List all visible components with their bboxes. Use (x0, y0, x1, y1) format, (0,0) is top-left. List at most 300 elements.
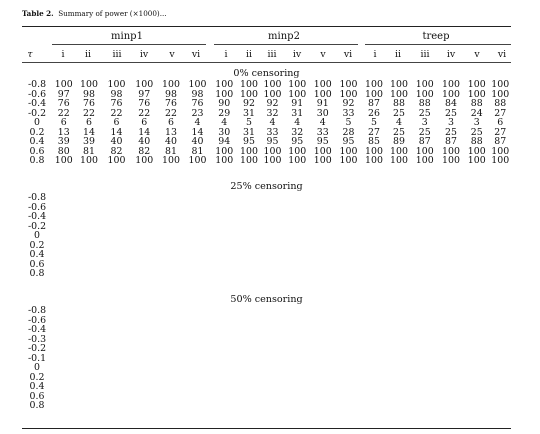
value-cell (238, 344, 261, 354)
value-cell (336, 241, 362, 251)
value-cell (310, 212, 336, 222)
value-cell (76, 382, 103, 392)
tau-cell: -0.8 (27, 79, 47, 90)
value-cell (211, 306, 238, 316)
value-cell (52, 212, 76, 222)
value-cell: 28 (342, 126, 355, 138)
value-cell: 4 (294, 117, 301, 128)
value-cell: 100 (467, 145, 486, 157)
value-cell (412, 193, 439, 203)
value-cell (438, 373, 464, 383)
value-cell (362, 401, 387, 411)
tau-cell: 0.2 (29, 371, 45, 383)
value-cell (158, 354, 184, 364)
value-cell (158, 250, 184, 260)
group-rule-treep (365, 44, 511, 45)
value-cell: 100 (240, 145, 258, 157)
value-cell (261, 250, 285, 260)
value-cell: 97 (138, 88, 151, 100)
table-caption-text: Summary of power (×1000)... (58, 9, 167, 18)
value-cell (103, 382, 131, 392)
value-cell (261, 325, 285, 335)
value-cell: 88 (470, 136, 483, 147)
value-cell (285, 335, 311, 345)
value-cell (464, 325, 490, 335)
tau-cell: -0.4 (27, 324, 47, 335)
value-cell (76, 401, 103, 411)
value-cell (412, 260, 439, 270)
value-cell: 100 (365, 88, 383, 100)
value-cell: 31 (243, 126, 255, 138)
value-cell (412, 212, 439, 222)
value-cell (464, 335, 490, 345)
column-header-minp1-6: vi (191, 49, 201, 60)
value-cell (438, 222, 464, 232)
value-cell: 91 (316, 98, 329, 109)
value-cell (238, 203, 261, 213)
value-cell (310, 269, 336, 279)
value-cell (310, 241, 336, 251)
value-cell: 22 (110, 107, 123, 119)
value-cell (336, 250, 362, 260)
value-cell (387, 222, 412, 232)
value-cell (76, 222, 103, 232)
value-cell (184, 382, 211, 392)
tau-cell: 0.2 (29, 126, 45, 138)
value-cell (184, 392, 211, 402)
tau-cell: -0.6 (27, 314, 47, 326)
tau-cell: 0 (34, 117, 40, 128)
value-cell (211, 325, 238, 335)
value-cell: 26 (368, 107, 380, 119)
value-cell: 6 (497, 117, 504, 128)
value-cell (131, 306, 159, 316)
value-cell (184, 231, 211, 241)
value-cell (211, 250, 238, 260)
table-row (22, 203, 511, 213)
value-cell (52, 335, 76, 345)
table-row (22, 260, 511, 270)
value-cell (438, 269, 464, 279)
value-cell (131, 373, 159, 383)
value-cell (362, 382, 387, 392)
value-cell (362, 325, 387, 335)
value-cell (490, 401, 512, 411)
column-header-minp1-5: v (169, 49, 175, 60)
value-cell (387, 250, 412, 260)
value-cell (103, 222, 131, 232)
value-cell (285, 344, 311, 354)
value-cell: 14 (83, 126, 95, 138)
value-cell (285, 401, 311, 411)
value-cell (310, 316, 336, 326)
group-header-treep: treep (422, 31, 450, 42)
value-cell (52, 231, 76, 241)
value-cell (490, 193, 512, 203)
column-header-treep-3: iii (420, 49, 430, 60)
value-cell (211, 260, 238, 270)
column-header-minp2-1: i (224, 49, 228, 60)
table-row (22, 382, 511, 392)
value-cell: 100 (215, 88, 234, 100)
value-cell: 100 (288, 155, 307, 166)
value-cell (261, 269, 285, 279)
value-cell (76, 335, 103, 345)
value-cell (362, 306, 387, 316)
value-cell (238, 212, 261, 222)
value-cell: 100 (313, 88, 332, 100)
value-cell (158, 193, 184, 203)
value-cell (362, 241, 387, 251)
value-cell (387, 392, 412, 402)
value-cell: 100 (415, 88, 434, 100)
value-cell: 33 (342, 107, 355, 119)
value-cell: 100 (415, 79, 434, 90)
value-cell: 92 (342, 98, 355, 109)
value-cell (362, 269, 387, 279)
value-cell: 89 (393, 136, 405, 147)
value-cell: 100 (467, 88, 486, 100)
value-cell: 13 (165, 126, 177, 138)
value-cell (336, 401, 362, 411)
value-cell (464, 203, 490, 213)
tau-cell: -0.3 (27, 333, 47, 345)
value-cell: 24 (470, 107, 483, 119)
value-cell (490, 382, 512, 392)
value-cell: 22 (83, 107, 95, 119)
value-cell: 81 (165, 145, 177, 157)
value-cell (387, 306, 412, 316)
table-row (22, 335, 511, 345)
value-cell (310, 335, 336, 345)
value-cell: 95 (291, 136, 304, 147)
value-cell (362, 212, 387, 222)
data-table-25-censoring (22, 193, 511, 279)
value-cell (412, 363, 439, 373)
value-cell (412, 306, 439, 316)
value-cell (464, 231, 490, 241)
value-cell: 100 (215, 79, 234, 90)
value-cell (438, 231, 464, 241)
value-cell (336, 222, 362, 232)
value-cell (76, 325, 103, 335)
value-cell (310, 373, 336, 383)
tau-cell: 0.8 (29, 400, 45, 411)
value-cell: 22 (138, 107, 151, 119)
value-cell (285, 250, 311, 260)
value-cell (387, 203, 412, 213)
value-cell (76, 392, 103, 402)
value-cell: 31 (243, 107, 255, 119)
value-cell (211, 316, 238, 326)
value-cell (131, 401, 159, 411)
value-cell (131, 354, 159, 364)
value-cell: 82 (138, 145, 151, 157)
value-cell (184, 335, 211, 345)
tau-cell: -0.6 (27, 201, 47, 213)
value-cell (387, 212, 412, 222)
value-cell (336, 373, 362, 383)
value-cell (261, 222, 285, 232)
value-cell: 4 (396, 117, 402, 128)
value-cell (184, 401, 211, 411)
value-cell (464, 392, 490, 402)
value-cell: 100 (263, 79, 282, 90)
value-cell: 6 (60, 117, 67, 128)
value-cell (310, 354, 336, 364)
value-cell: 87 (418, 136, 431, 147)
value-cell (261, 382, 285, 392)
value-cell (464, 241, 490, 251)
value-cell (261, 260, 285, 270)
value-cell (438, 203, 464, 213)
tau-cell: 0 (34, 362, 40, 373)
value-cell (76, 354, 103, 364)
value-cell (211, 231, 238, 241)
value-cell (438, 335, 464, 345)
tau-cell: -0.2 (27, 107, 47, 119)
value-cell: 97 (57, 88, 70, 100)
value-cell (76, 231, 103, 241)
value-cell: 22 (165, 107, 177, 119)
value-cell (238, 401, 261, 411)
value-cell: 76 (165, 98, 177, 109)
column-header-treep-4: iv (446, 49, 456, 60)
value-cell (103, 269, 131, 279)
value-cell: 100 (240, 155, 258, 166)
value-cell (387, 344, 412, 354)
value-cell: 95 (342, 136, 355, 147)
value-cell (464, 250, 490, 260)
value-cell (158, 212, 184, 222)
value-cell (438, 344, 464, 354)
column-header-minp1-4: iv (139, 49, 149, 60)
value-cell (362, 203, 387, 213)
value-cell: 76 (191, 98, 204, 109)
value-cell (412, 392, 439, 402)
value-cell (158, 241, 184, 251)
value-cell: 100 (288, 79, 307, 90)
column-header-treep-1: i (373, 49, 377, 60)
value-cell (490, 344, 512, 354)
value-cell (336, 306, 362, 316)
group-header-minp2: minp2 (268, 31, 300, 42)
value-cell (310, 222, 336, 232)
value-cell (362, 222, 387, 232)
value-cell (387, 354, 412, 364)
value-cell (464, 222, 490, 232)
column-header-minp2-3: iii (267, 49, 277, 60)
value-cell: 100 (442, 145, 460, 157)
value-cell: 5 (246, 117, 252, 128)
value-cell (211, 269, 238, 279)
value-cell (285, 392, 311, 402)
tau-cell: 0.6 (29, 258, 45, 270)
value-cell (490, 269, 512, 279)
value-cell (412, 241, 439, 251)
value-cell: 76 (57, 98, 70, 109)
value-cell: 100 (442, 79, 460, 90)
value-cell (52, 401, 76, 411)
value-cell (490, 325, 512, 335)
value-cell (464, 316, 490, 326)
value-cell (103, 354, 131, 364)
value-cell (103, 344, 131, 354)
value-cell (184, 222, 211, 232)
value-cell: 100 (215, 145, 234, 157)
value-cell (362, 231, 387, 241)
value-cell (158, 325, 184, 335)
table-row (22, 316, 511, 326)
value-cell (412, 222, 439, 232)
value-cell: 100 (54, 79, 73, 90)
value-cell (238, 392, 261, 402)
table-row (22, 344, 511, 354)
value-cell: 40 (165, 136, 177, 147)
column-header-minp1-1: i (61, 49, 65, 60)
value-cell (238, 222, 261, 232)
column-header-treep-6: vi (497, 49, 507, 60)
table-row (22, 241, 511, 251)
value-cell (412, 335, 439, 345)
value-cell (76, 260, 103, 270)
value-cell (464, 401, 490, 411)
value-cell (52, 222, 76, 232)
value-cell (336, 231, 362, 241)
value-cell: 4 (269, 117, 276, 128)
value-cell (362, 392, 387, 402)
value-cell (238, 193, 261, 203)
value-cell (52, 363, 76, 373)
value-cell: 84 (445, 98, 457, 109)
tau-column-header: τ (27, 49, 33, 60)
value-cell (464, 344, 490, 354)
value-cell (103, 250, 131, 260)
value-cell: 100 (313, 145, 332, 157)
value-cell (238, 250, 261, 260)
table-row (22, 250, 511, 260)
tau-cell: -0.8 (27, 192, 47, 203)
column-header-minp2-4: iv (292, 49, 302, 60)
section-title-25: 25% censoring (230, 181, 303, 192)
tau-cell: -0.1 (27, 352, 47, 364)
value-cell: 88 (494, 98, 507, 109)
value-cell (52, 344, 76, 354)
value-cell (131, 363, 159, 373)
value-cell (490, 250, 512, 260)
value-cell (387, 231, 412, 241)
table-row (22, 392, 511, 402)
column-header-minp2-6: vi (343, 49, 353, 60)
value-cell: 100 (491, 79, 510, 90)
value-cell (412, 231, 439, 241)
value-cell (158, 335, 184, 345)
value-cell: 6 (113, 117, 120, 128)
value-cell (131, 203, 159, 213)
value-cell (438, 316, 464, 326)
value-cell (387, 193, 412, 203)
tau-cell: 0.4 (29, 136, 45, 147)
value-cell: 100 (339, 79, 358, 90)
value-cell: 90 (218, 98, 231, 109)
value-cell (336, 316, 362, 326)
value-cell: 76 (110, 98, 123, 109)
value-cell (184, 354, 211, 364)
value-cell (412, 269, 439, 279)
value-cell (387, 373, 412, 383)
value-cell (211, 241, 238, 251)
value-cell (158, 401, 184, 411)
value-cell: 76 (83, 98, 95, 109)
value-cell (103, 241, 131, 251)
value-cell: 81 (191, 145, 204, 157)
value-cell: 6 (168, 117, 174, 128)
tau-cell: 0.4 (29, 249, 45, 260)
value-cell (211, 363, 238, 373)
value-cell (490, 316, 512, 326)
value-cell (285, 373, 311, 383)
value-cell (211, 373, 238, 383)
value-cell (131, 193, 159, 203)
value-cell (438, 392, 464, 402)
value-cell: 6 (141, 117, 148, 128)
value-cell (103, 316, 131, 326)
value-cell (184, 269, 211, 279)
value-cell (310, 193, 336, 203)
value-cell (131, 382, 159, 392)
value-cell (438, 401, 464, 411)
data-table-50-censoring (22, 306, 511, 411)
value-cell: 87 (368, 98, 380, 109)
value-cell: 100 (467, 79, 486, 90)
value-cell: 25 (445, 126, 457, 138)
value-cell: 39 (57, 136, 70, 147)
value-cell: 98 (83, 88, 95, 100)
value-cell (238, 269, 261, 279)
value-cell: 100 (215, 155, 234, 166)
value-cell (52, 250, 76, 260)
value-cell (387, 382, 412, 392)
tau-cell: -0.4 (27, 98, 47, 109)
value-cell (464, 306, 490, 316)
table-caption-label: Table 2. (22, 9, 54, 18)
value-cell (103, 193, 131, 203)
value-cell (490, 363, 512, 373)
value-cell: 33 (266, 126, 279, 138)
value-cell (131, 392, 159, 402)
value-cell (412, 354, 439, 364)
value-cell: 100 (80, 155, 98, 166)
value-cell (131, 325, 159, 335)
value-cell (103, 231, 131, 241)
value-cell (103, 363, 131, 373)
value-cell: 100 (339, 155, 358, 166)
value-cell (336, 382, 362, 392)
value-cell (362, 193, 387, 203)
value-cell (158, 373, 184, 383)
value-cell (211, 212, 238, 222)
value-cell: 81 (83, 145, 95, 157)
value-cell (238, 241, 261, 251)
value-cell (158, 306, 184, 316)
value-cell (211, 344, 238, 354)
value-cell: 100 (263, 88, 282, 100)
value-cell (412, 250, 439, 260)
table-row (22, 156, 511, 166)
value-cell (131, 316, 159, 326)
table-row (22, 354, 511, 364)
value-cell: 39 (83, 136, 95, 147)
